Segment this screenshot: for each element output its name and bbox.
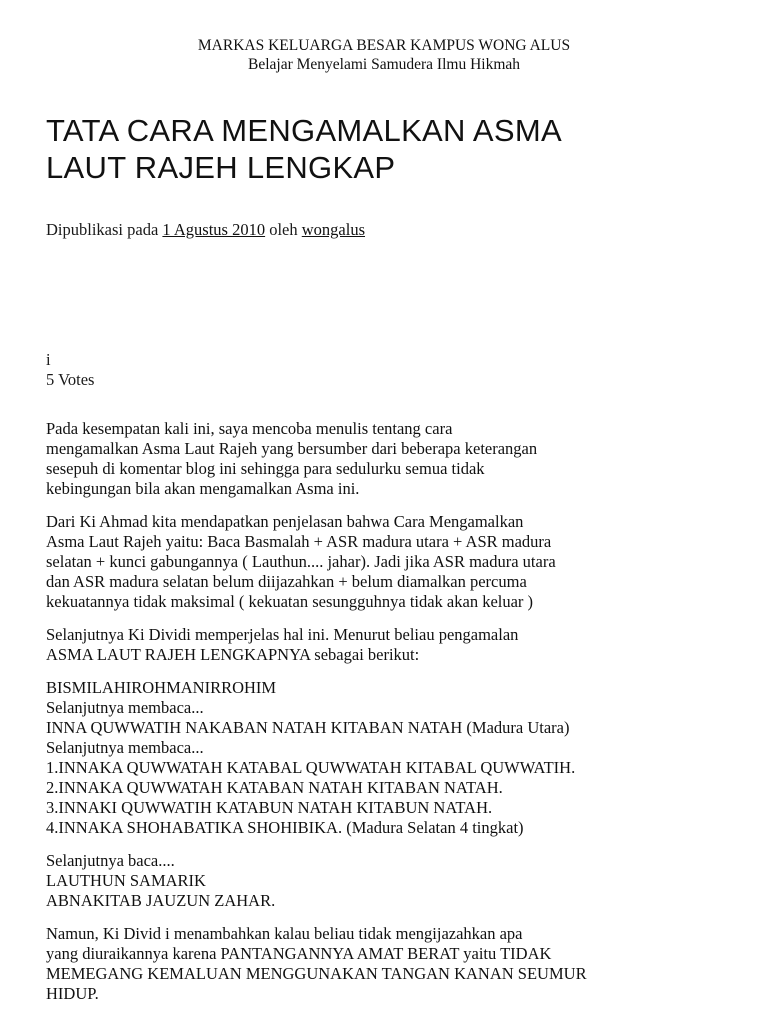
post-title-line: LAUT RAJEH LENGKAP: [46, 150, 396, 185]
text-line: MEMEGANG KEMALUAN MENGGUNAKAN TANGAN KANAN SEUMUR: [46, 964, 587, 983]
text-line: ASMA LAUT RAJEH LENGKAPNYA sebagai berikut:: [46, 645, 420, 664]
text-line: kebingungan bila akan mengamalkan Asma ini.: [46, 479, 360, 498]
text-line: LAUTHUN SAMARIK: [46, 871, 206, 890]
text-line: dan ASR madura selatan belum diijazahkan + belum diamalkan percuma: [46, 572, 527, 591]
text-line: Asma Laut Rajeh yaitu: Baca Basmalah + ASR madura utara + ASR madura: [46, 532, 552, 551]
text-line: BISMILAHIROHMANIRROHIM: [46, 678, 277, 697]
text-line: Selanjutnya Ki Dividi memperjelas hal ini. Menurut beliau pengamalan: [46, 625, 519, 644]
post-title: [46, 112, 726, 186]
author-link[interactable]: wongalus: [301, 220, 366, 239]
text-line: INNA QUWWATIH NAKABAN NATAH KITABAN NATAH (Madura Utara): [46, 718, 570, 737]
text-line: ABNAKITAB JAUZUN ZAHAR.: [46, 891, 276, 910]
text-line: 1.INNAKA QUWWATAH KATABAL QUWWATAH KITABAL QUWWATIH.: [46, 758, 576, 777]
text-line: Pada kesempatan kali ini, saya mencoba menulis tentang cara: [46, 419, 453, 438]
text-line: 4.INNAKA SHOHABATIKA SHOHIBIKA. (Madura Selatan 4 tingkat): [46, 818, 524, 837]
paragraph: [46, 678, 746, 838]
rating-icon[interactable]: i: [46, 350, 51, 369]
text-line: Selanjutnya membaca...: [46, 698, 204, 717]
text-line: Dari Ki Ahmad kita mendapatkan penjelasan bahwa Cara Mengamalkan: [46, 512, 524, 531]
text-line: selatan + kunci gabungannya ( Lauthun.... jahar). Jadi jika ASR madura utara: [46, 552, 556, 571]
votes-count: 5 Votes: [46, 370, 95, 389]
paragraph: [46, 851, 746, 911]
post-title-line: TATA CARA MENGAMALKAN ASMA: [46, 113, 562, 148]
paragraph: [46, 419, 746, 499]
post-meta: [46, 220, 365, 240]
site-header: [0, 36, 768, 74]
post-date-link[interactable]: 1 Agustus 2010: [162, 220, 266, 239]
meta-prefix: Dipublikasi pada: [46, 220, 163, 239]
paragraph: [46, 625, 746, 665]
meta-by: oleh: [265, 220, 302, 239]
site-tagline: Belajar Menyelami Samudera Ilmu Hikmah: [247, 56, 521, 73]
text-line: yang diuraikannya karena PANTANGANNYA AMAT BERAT yaitu TIDAK: [46, 944, 552, 963]
text-line: sesepuh di komentar blog ini sehingga para sedulurku semua tidak: [46, 459, 485, 478]
text-line: Selanjutnya baca....: [46, 851, 175, 870]
text-line: Namun, Ki Divid i menambahkan kalau beliau tidak mengijazahkan apa: [46, 924, 523, 943]
text-line: kekuatannya tidak maksimal ( kekuatan sesungguhnya tidak akan keluar ): [46, 592, 534, 611]
post-content: [46, 419, 746, 1017]
text-line: HIDUP.: [46, 984, 99, 1003]
paragraph: [46, 512, 746, 612]
text-line: 3.INNAKI QUWWATIH KATABUN NATAH KITABUN NATAH.: [46, 798, 493, 817]
text-line: Selanjutnya membaca...: [46, 738, 204, 757]
site-title[interactable]: MARKAS KELUARGA BESAR KAMPUS WONG ALUS: [197, 37, 571, 54]
paragraph: [46, 924, 746, 1004]
text-line: 2.INNAKA QUWWATAH KATABAN NATAH KITABAN NATAH.: [46, 778, 503, 797]
text-line: mengamalkan Asma Laut Rajeh yang bersumber dari beberapa keterangan: [46, 439, 538, 458]
rating-widget: [46, 350, 94, 390]
